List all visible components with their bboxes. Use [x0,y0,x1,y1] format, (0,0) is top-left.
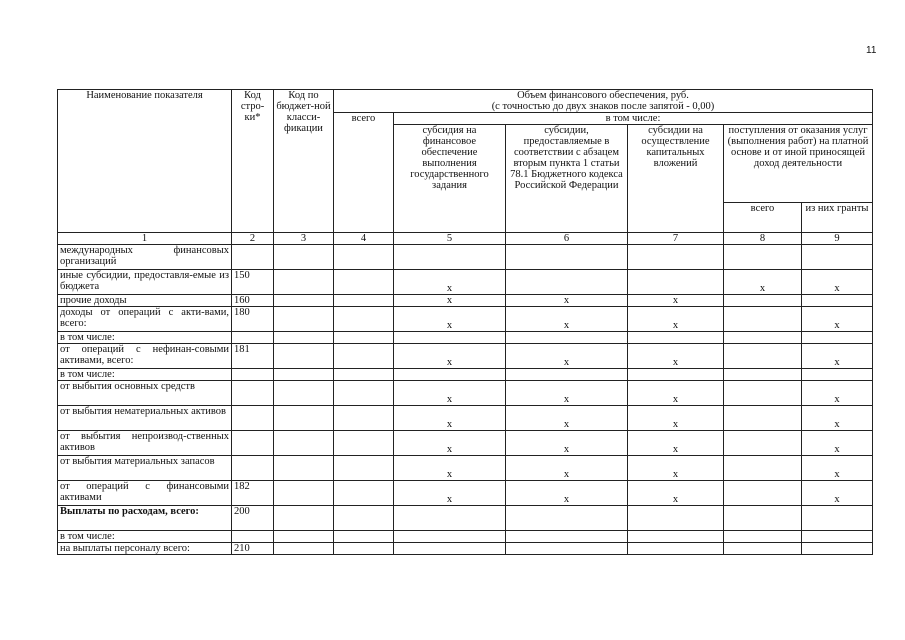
cell-budget-code [274,506,334,531]
cell-col5 [394,332,506,344]
cell-total [334,481,394,506]
row-code [232,406,274,431]
cell-budget-code [274,481,334,506]
cell-total [334,506,394,531]
cell-col9: x [802,481,873,506]
table-row [58,531,873,543]
column-number: 8 [724,233,802,245]
cell-total [334,406,394,431]
row-label: Выплаты по расходам, всего: [58,506,232,531]
cell-col8 [724,481,802,506]
cell-col5: x [394,406,506,431]
cell-total [334,431,394,456]
cell-col9 [802,506,873,531]
row-code [232,332,274,344]
cell-budget-code [274,307,334,332]
table-row [58,344,873,369]
cell-budget-code [274,456,334,481]
cell-total [334,270,394,295]
header-col9: из них гранты [802,203,873,233]
header-including: в том числе: [394,113,873,125]
header-code-row: Код стро-ки* [232,90,274,233]
column-number: 4 [334,233,394,245]
cell-col6 [506,332,628,344]
row-label: от выбытия основных средств [58,381,232,406]
cell-col8 [724,381,802,406]
header-total: всего [334,113,394,233]
financial-table [57,89,873,555]
row-label: иные субсидии, предоставля-емые из бюджета [58,270,232,295]
row-label: от выбытия материальных запасов [58,456,232,481]
cell-total [334,332,394,344]
header-col7: субсидии на осуществление капитальных вложений [628,125,724,233]
cell-budget-code [274,431,334,456]
cell-total [334,543,394,555]
cell-col7 [628,506,724,531]
table-row [58,295,873,307]
cell-col7 [628,332,724,344]
cell-col5 [394,369,506,381]
column-number: 3 [274,233,334,245]
cell-col6 [506,506,628,531]
cell-budget-code [274,406,334,431]
cell-col9: x [802,344,873,369]
header-col5: субсидия на финансовое обеспечение выполнения государственного задания [394,125,506,233]
row-label: от выбытия непроизвод-ственных активов [58,431,232,456]
cell-col5: x [394,431,506,456]
row-code: 160 [232,295,274,307]
header-code-budget: Код по бюджет-ной класси-фикации [274,90,334,233]
cell-col7: x [628,406,724,431]
cell-col5: x [394,381,506,406]
cell-col6: x [506,456,628,481]
cell-col7: x [628,344,724,369]
cell-col5: x [394,307,506,332]
column-number: 1 [58,233,232,245]
table-row [58,431,873,456]
table-row [58,406,873,431]
cell-col8: x [724,270,802,295]
row-label: в том числе: [58,531,232,543]
cell-col6 [506,543,628,555]
cell-col5: x [394,481,506,506]
cell-col7: x [628,431,724,456]
cell-col5 [394,531,506,543]
cell-col8 [724,369,802,381]
cell-col9 [802,531,873,543]
row-code: 180 [232,307,274,332]
cell-col9 [802,369,873,381]
cell-col5: x [394,456,506,481]
cell-col5 [394,543,506,555]
header-volume-title: Объем финансового обеспечения, руб. [517,90,689,101]
column-number: 6 [506,233,628,245]
column-number: 2 [232,233,274,245]
table-row [58,307,873,332]
cell-budget-code [274,270,334,295]
cell-col8 [724,431,802,456]
cell-col6: x [506,381,628,406]
table-row [58,270,873,295]
cell-col8 [724,332,802,344]
header-col89: поступления от оказания услуг (выполнения работ) на платной основе и от иной приносящей доход деятельности [724,125,873,203]
cell-budget-code [274,543,334,555]
table-row [58,506,873,531]
cell-col6 [506,369,628,381]
cell-col9: x [802,431,873,456]
cell-col6: x [506,344,628,369]
cell-col6 [506,531,628,543]
cell-col8 [724,406,802,431]
cell-budget-code [274,295,334,307]
cell-total [334,295,394,307]
cell-col6: x [506,295,628,307]
column-number: 7 [628,233,724,245]
row-label: от выбытия нематериальных активов [58,406,232,431]
row-code: 182 [232,481,274,506]
row-label: в том числе: [58,369,232,381]
column-number-row [58,233,873,245]
header-col8: всего [724,203,802,233]
cell-col7: x [628,456,724,481]
cell-col7 [628,245,724,270]
cell-col7 [628,270,724,295]
row-code: 210 [232,543,274,555]
cell-col9: x [802,381,873,406]
cell-col8 [724,344,802,369]
row-code [232,381,274,406]
row-code [232,245,274,270]
header-name: Наименование показателя [58,90,232,233]
table-row [58,245,873,270]
header-volume-subtitle: (с точностью до двух знаков после запятой - 0,00) [491,101,715,112]
page-number: 11 [866,45,877,56]
cell-col9: x [802,406,873,431]
cell-col6 [506,245,628,270]
cell-total [334,531,394,543]
cell-col5: x [394,295,506,307]
cell-col6: x [506,307,628,332]
cell-budget-code [274,332,334,344]
row-code [232,431,274,456]
table-row [58,332,873,344]
cell-total [334,381,394,406]
cell-col7 [628,369,724,381]
row-label: международных финансовых организаций [58,245,232,270]
cell-col5 [394,506,506,531]
column-number: 9 [802,233,873,245]
cell-budget-code [274,381,334,406]
cell-total [334,307,394,332]
cell-col8 [724,543,802,555]
row-label: на выплаты персоналу всего: [58,543,232,555]
row-label: от операций с нефинан-совыми активами, всего: [58,344,232,369]
table-row [58,543,873,555]
cell-col8 [724,506,802,531]
cell-col9 [802,543,873,555]
cell-col7: x [628,295,724,307]
row-code [232,369,274,381]
table-row [58,381,873,406]
row-code: 200 [232,506,274,531]
cell-total [334,369,394,381]
cell-col9: x [802,456,873,481]
cell-col8 [724,456,802,481]
row-label: прочие доходы [58,295,232,307]
cell-col9: x [802,270,873,295]
cell-col9 [802,332,873,344]
cell-budget-code [274,344,334,369]
cell-col7 [628,531,724,543]
table-row [58,481,873,506]
row-label: от операций с финансовыми активами [58,481,232,506]
cell-col8 [724,307,802,332]
cell-col5: x [394,270,506,295]
cell-col9 [802,245,873,270]
cell-col6 [506,270,628,295]
cell-budget-code [274,531,334,543]
cell-col9: x [802,307,873,332]
cell-col8 [724,531,802,543]
cell-total [334,344,394,369]
column-number: 5 [394,233,506,245]
cell-budget-code [274,245,334,270]
cell-col7: x [628,381,724,406]
cell-col6: x [506,431,628,456]
cell-col5 [394,245,506,270]
cell-col8 [724,245,802,270]
cell-col7: x [628,307,724,332]
header-col6: субсидии, предоставляемые в соответствии с абзацем вторым пункта 1 статьи 78.1 Бюджетного кодекса Российской Федерации [506,125,628,233]
cell-total [334,245,394,270]
row-code [232,456,274,481]
cell-budget-code [274,369,334,381]
row-code [232,531,274,543]
cell-col9 [802,295,873,307]
header-volume [334,90,873,113]
row-label: в том числе: [58,332,232,344]
table-row [58,456,873,481]
cell-col8 [724,295,802,307]
cell-col6: x [506,406,628,431]
cell-col7 [628,543,724,555]
row-label: доходы от операций с акти-вами, всего: [58,307,232,332]
table-row [58,369,873,381]
cell-col7: x [628,481,724,506]
cell-col6: x [506,481,628,506]
cell-total [334,456,394,481]
row-code: 181 [232,344,274,369]
cell-col5: x [394,344,506,369]
row-code: 150 [232,270,274,295]
